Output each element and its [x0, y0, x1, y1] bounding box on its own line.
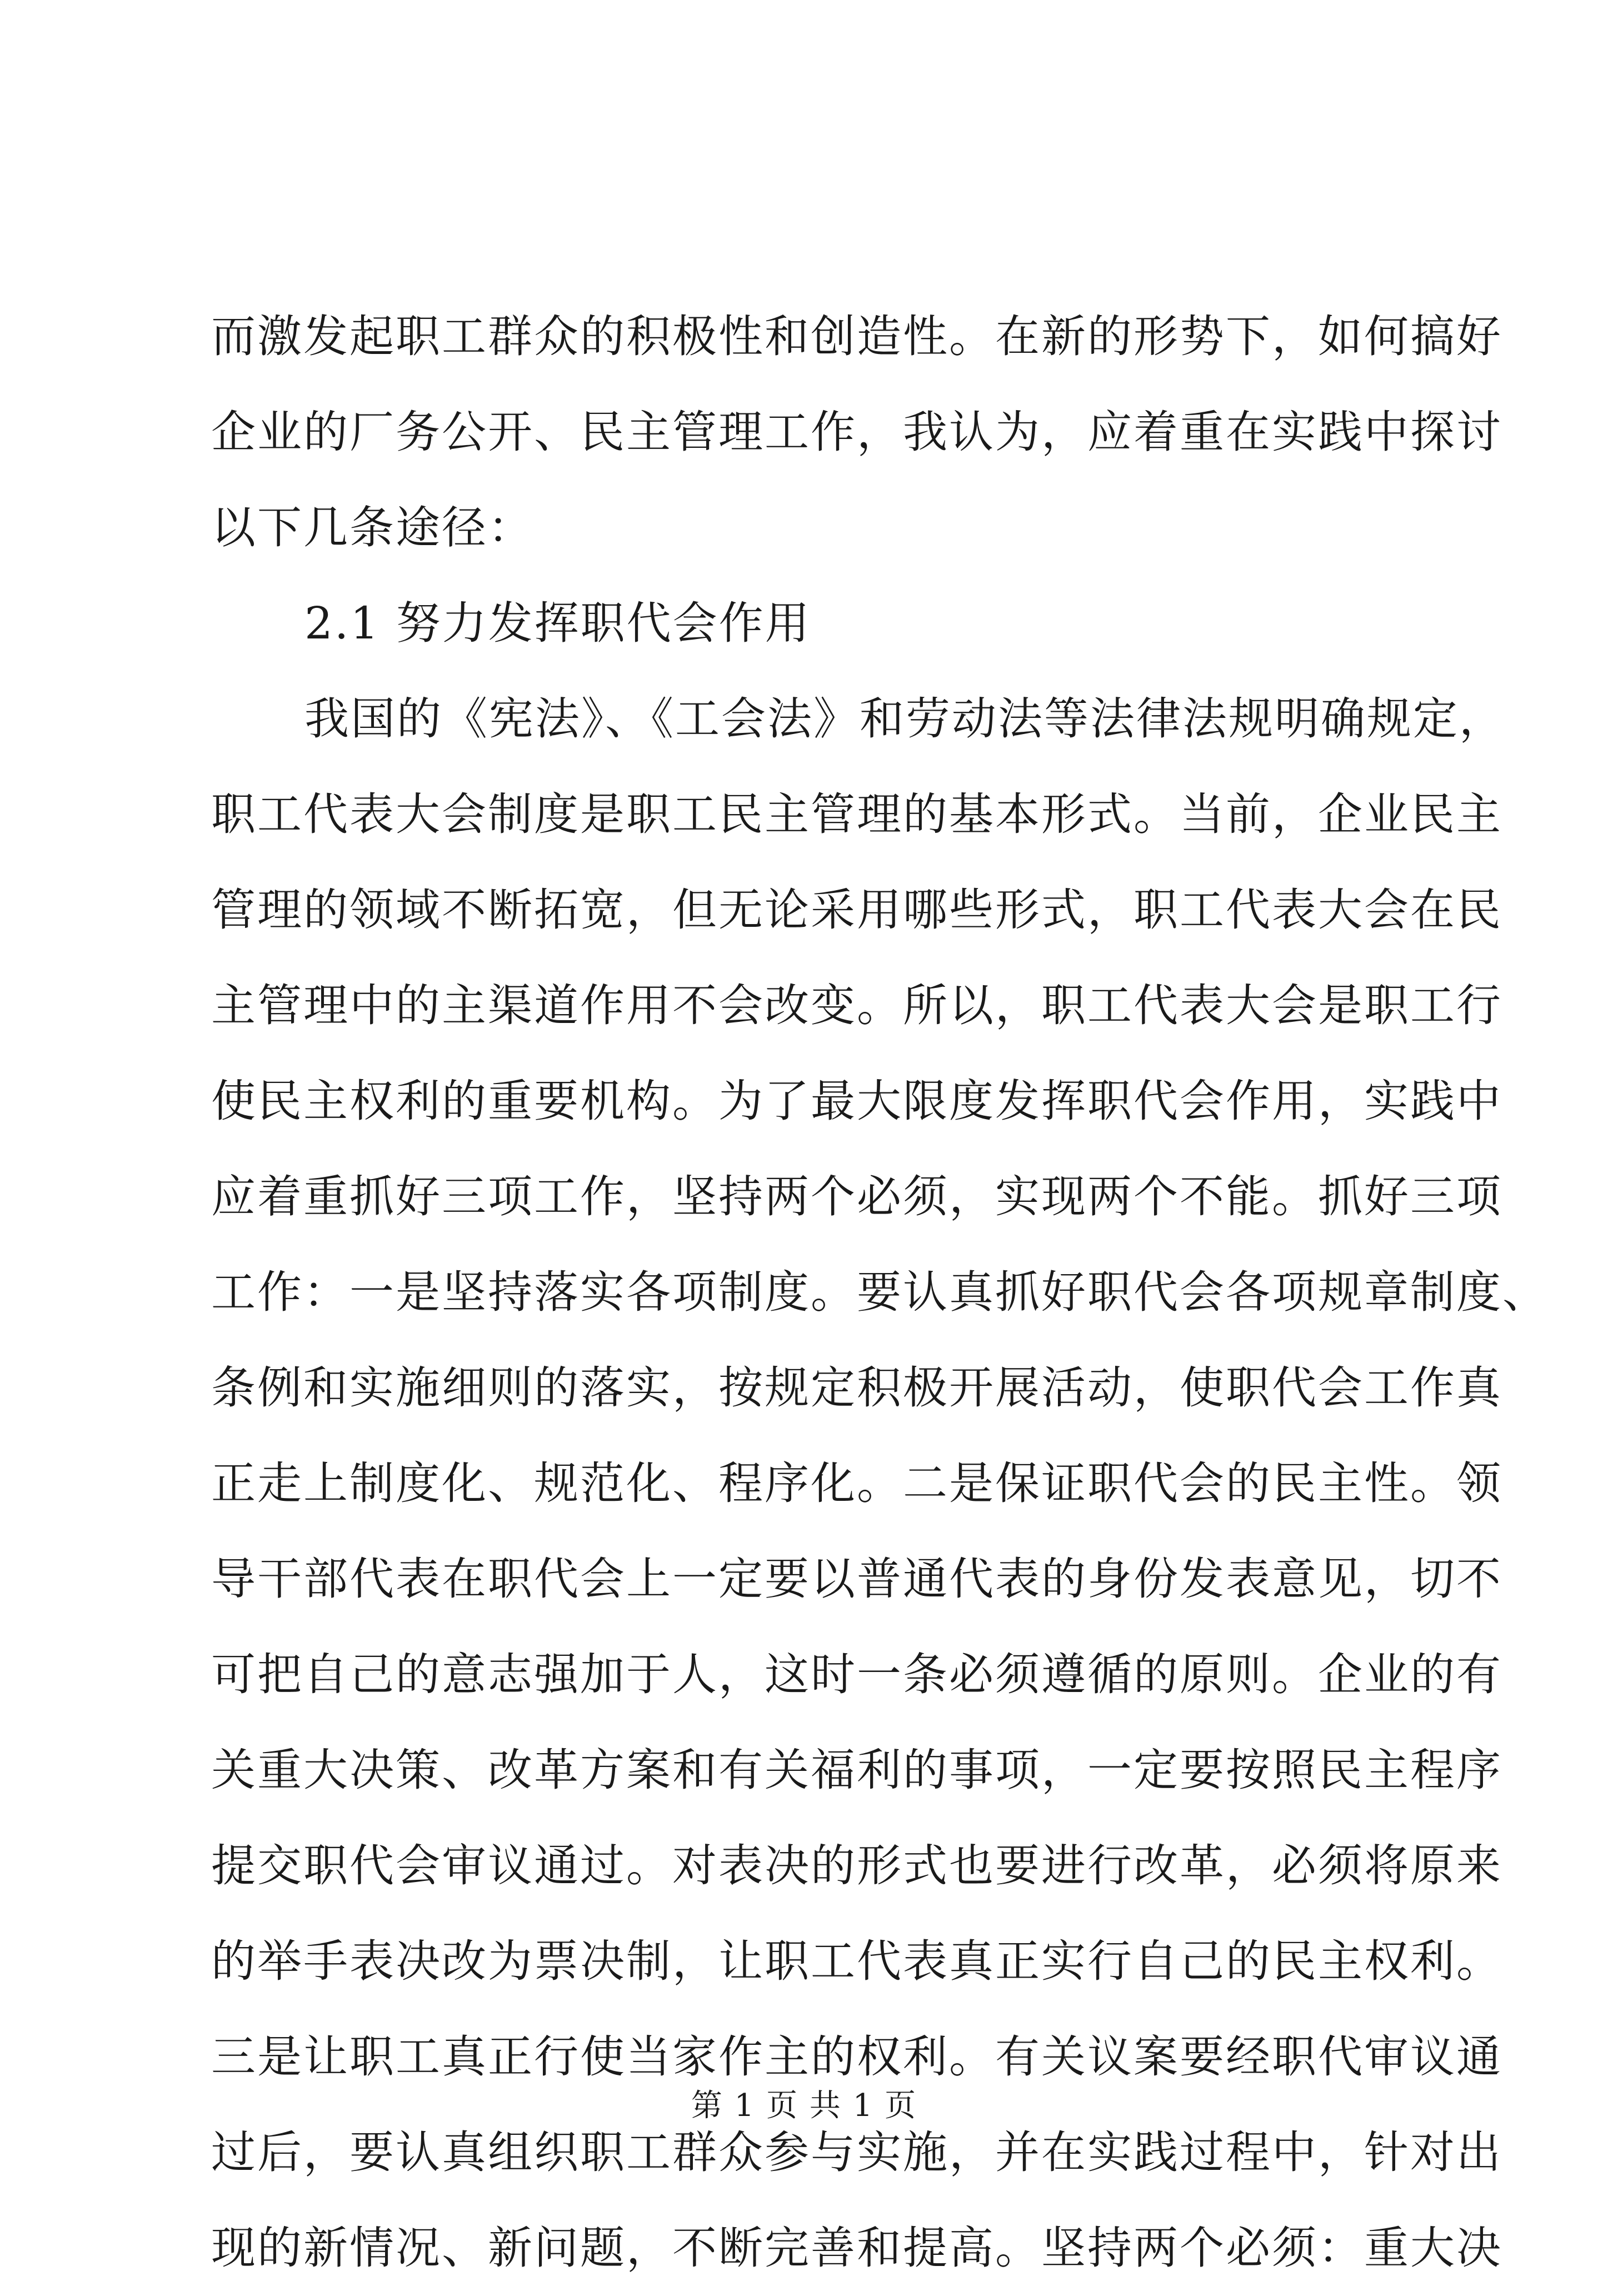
- text-line: 主管理中的主渠道作用不会改变。所以，职工代表大会是职工行: [211, 980, 1502, 1031]
- text-line: 过后，要认真组织职工群众参与实施，并在实践过程中，针对出: [211, 2127, 1502, 2178]
- text-line: 正走上制度化、规范化、程序化。二是保证职代会的民主性。领: [211, 1458, 1502, 1509]
- text-line: 关重大决策、改革方案和有关福利的事项，一定要按照民主程序: [211, 1744, 1502, 1796]
- text-line: 三是让职工真正行使当家作主的权利。有关议案要经职代审议通: [211, 2031, 1502, 2083]
- text-line: 企业的厂务公开、民主管理工作，我认为，应着重在实践中探讨: [211, 406, 1502, 458]
- text-line: 现的新情况、新问题，不断完善和提高。坚持两个必须：重大决: [211, 2222, 1502, 2274]
- text-line: 应着重抓好三项工作，坚持两个必须，实现两个不能。抓好三项: [211, 1171, 1502, 1222]
- text-line: 导干部代表在职代会上一定要以普通代表的身份发表意见，切不: [211, 1553, 1502, 1605]
- text-line: 管理的领域不断拓宽，但无论采用哪些形式，职工代表大会在民: [211, 884, 1502, 936]
- text-line: 可把自己的意志强加于人，这时一条必须遵循的原则。企业的有: [211, 1649, 1502, 1700]
- text-line: 而激发起职工群众的积极性和创造性。在新的形势下，如何搞好: [211, 311, 1502, 362]
- section-heading: 2.1 努力发挥职代会作用: [304, 597, 811, 649]
- page-number-footer: 第 1 页 共 1 页: [691, 2088, 917, 2124]
- body-text: [211, 289, 1549, 2296]
- text-line: 我国的《宪法》、《工会法》和劳动法等法律法规明确规定，: [304, 693, 1505, 745]
- text-line: 工作：一是坚持落实各项制度。要认真抓好职代会各项规章制度、: [211, 1266, 1549, 1318]
- text-line: 的举手表决改为票决制，让职工代表真正实行自己的民主权利。: [211, 1935, 1502, 1987]
- text-line: 使民主权利的重要机构。为了最大限度发挥职代会作用，实践中: [211, 1075, 1502, 1127]
- text-line: 职工代表大会制度是职工民主管理的基本形式。当前，企业民主: [211, 788, 1502, 840]
- text-line: 条例和实施细则的落实，按规定积极开展活动，使职代会工作真: [211, 1362, 1502, 1414]
- text-line: 提交职代会审议通过。对表决的形式也要进行改革，必须将原来: [211, 1840, 1502, 1891]
- text-line: 以下几条途径：: [211, 502, 534, 553]
